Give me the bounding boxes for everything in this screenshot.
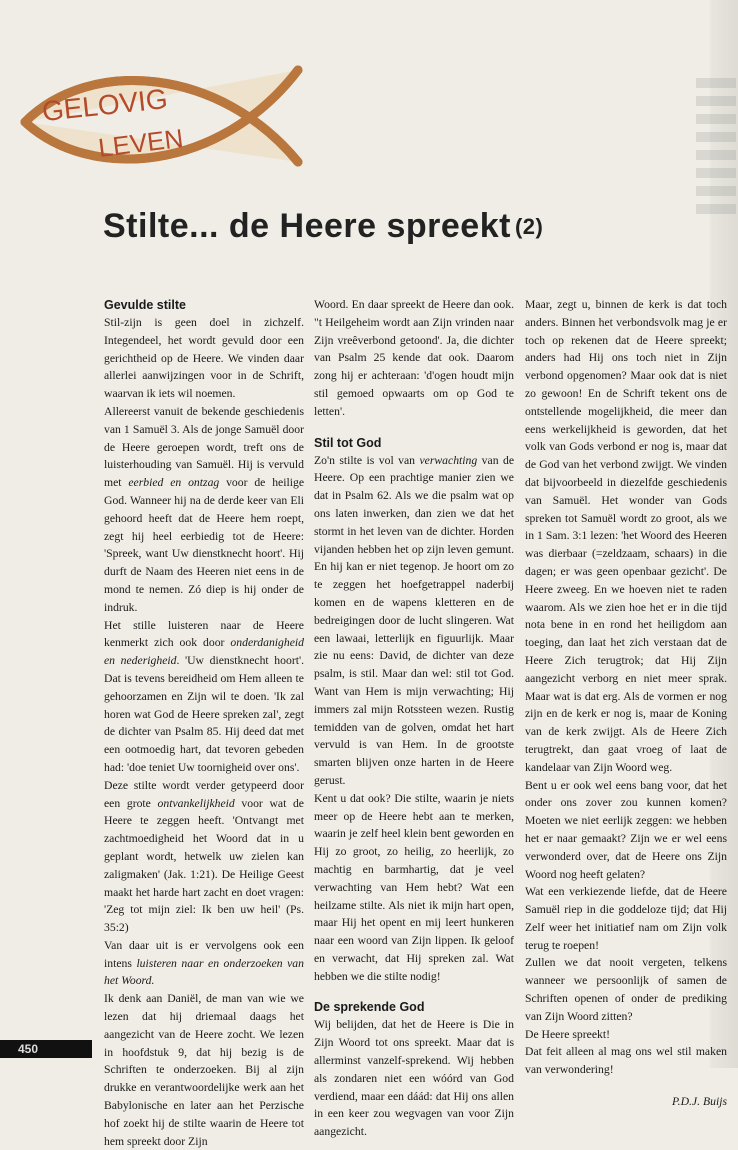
bleed-through-text [696,70,736,300]
logo-word-2: LEVEN [96,122,185,163]
title-number: (2) [514,214,544,239]
section-heading: Stil tot God [314,435,382,450]
page-number: 450 [0,1040,92,1058]
paragraph: Het stille luisteren naar de Heere kenmerkt zich ook door onderdanigheid en nederigheid. 'Uw dienstknecht hoort'. Dat is tevens bereidheid om Hem alleen te gehoorzamen en Zijn wil te doen. 'Ik zal horen wat God de Heere spreken zal', zegt de dichter van Psalm 85. Hij deed dat met een ootmoedig hart, dat tevoren gebeden had: 'doe teniet Uw toornigheid over ons'. [104,618,304,774]
text-column-3 [525,296,727,1111]
paragraph: Van daar uit is er vervolgens ook een intens luisteren naar en onderzoeken van het Woord. [104,938,304,988]
article-title [103,207,543,246]
paragraph: Kent u dat ook? Die stilte, waarin je niets meer op de Heere hebt aan te merken, waarin je zelf heel klein bent geworden en Hij zo groot, zo heilig, zo heerlijk, zo machtig en barmhartig, dat je veel verwachting van Hem hebt? Wat een heilzame stilte. Als niet ik mijn hart open, maar Hij het opent en mij leert hunkeren naar een woord van Zijn lippen. Ik geloof en verwacht, dat Hij spreken zal. Wat hebben we die stilte nodig! [314,791,514,983]
paragraph: Dat feit alleen al mag ons wel stil maken van verwondering! [525,1045,727,1077]
section-heading: De sprekende God [314,1000,425,1015]
paragraph: Zo'n stilte is vol van verwachting van de Heere. Op een prachtige manier zien we dat in Psalm 62. Als we die psalm wat op ons laten inwerken, dan zien we dat het stormt in het leven van de dichter. Horden vijanden hebben het op zijn leven gemunt. En hij kan er niet tegenop. Je hoort om zo te zeggen het hoefgetrappel naderbij komen en de wapens kletteren en de bedreigingen door de lucht slingeren. Wat een lawaai, letterlijk en figuurlijk. Maar zie nu eens: David, de dichter van deze psalm, is stil. Maar dan wel: stil tot God. Want van Hem is mijn verwachting; Hij immers zal mijn Rotssteen wezen. Rustig temidden van de golven, omdat het hart vervuld is van Hem. In de grootste smarten blijven onze harten in de Heere gerust. [314,453,515,787]
paragraph: Wat een verkiezende liefde, dat de Heere Samuël riep in die goddeloze tijd; dat Hij Zelf weer het initiatief nam om Zijn volk terug te roepen! [525,885,727,952]
paragraph: Wij belijden, dat het de Heere is Die in Zijn Woord tot ons spreekt. Maar dat is allerminst vanzelf-sprekend. Wij hebben als zondaren niet een wóórd van God verdiend, maar een dáád: dat Hij ons allen in een keer zou wegvagen van voor Zijn aangezicht. [314,1018,514,1139]
section-heading: Gevulde stilte [104,298,186,312]
author-signature: P.D.J. Buijs [672,1095,727,1109]
paragraph: Bent u er ook wel eens bang voor, dat het onder ons zover zou kunnen komen? Moeten we niet eerlijk zeggen: we hebben het er naar gemaakt? Zijn we er wel eens verwonderd over, dat de Heere ons Zijn Woord nog heeft gelaten? [525,778,727,881]
paragraph: De Heere spreekt! [525,1027,611,1041]
paragraph: Zullen we dat nooit vergeten, telkens wanneer we persoonlijk of samen de Schriften openen of onder de prediking van Zijn Woord zitten? [525,956,727,1023]
paragraph: Woord. En daar spreekt de Heere dan ook. "t Heilgeheim wordt aan Zijn vrinden naar Zijn vreêverbond getoond'. Ja, die dichter van Psalm 25 kende dat ook. Daarom zong hij er achteraan: 'd'ogen houdt mijn stil gemoed opwaarts om op God te letten'. [314,298,514,418]
text-column-1 [104,296,304,1150]
paragraph: Stil-zijn is geen doel in zichzelf. Integendeel, het wordt gevuld door een gerichtheid op de Heere. We vinden daar allerlei aanwijzingen voor in de Schrift, waarvan ik iets wil noemen. [104,316,304,401]
paragraph: Allereerst vanuit de bekende geschiedenis van 1 Samuël 3. Als de jonge Samuël door de Heere geroepen wordt, treft ons de luisterhouding van Samuël. Hij is vervuld met eerbied en ontzag voor de heilige God. Wanneer hij na de derde keer van Eli gehoord heeft dat de Heere hem roept, zegt hij heel eerbiedig tot de Heere: 'Spreek, want Uw dienstknecht hoort'. Hij durft de Naam des Heeren niet eens in de mond te nemen. Zó diep is hij onder de indruk. [104,404,305,614]
paragraph: Deze stilte wordt verder getypeerd door een grote ontvankelijkheid voor wat de Heere te zeggen heeft. 'Ontvangt met zachtmoedigheid het Woord dat in u geplant wordt, hetwelk uw zielen kan zaligmaken' (Jak. 1:21). De Heilige Geest maakt het harde hart zacht en doet vragen: 'Zeg tot mijn ziel: Ik ben uw heil' (Ps. 35:2) [104,778,304,935]
logo-word-1: GELOVIG [40,83,170,128]
paragraph: Maar, zegt u, binnen de kerk is dat toch anders. Binnen het verbondsvolk mag je er toch op rekenen dat de Heere spreekt; anders had Hij ons toch niet in Zijn verbond opgenomen? Maar ook dat is niet zo gewoon! En de Schrift tekent ons de ontstellende mogelijkheid, die meer dan eens werkelijkheid is geworden, dat het volk van Gods verbond er nog is, maar dat de God van het verbond zwijgt. We vinden dat bijvoorbeeld in diezelfde geschiedenis van Samuël. Het wonder van Gods spreken tot Samuël wordt zo groot, als we in 1 Sam. 3:1 lezen: 'het Woord des Heeren was dierbaar (=zeldzaam, schaars) in die dagen; er was geen openbaar gezicht'. De Heere zweeg. En we hoeven niet te raden waarom. Als we zien hoe het er in die tijd nota bene in en rond het heiligdom aan toeging, dan laat het zich verstaan dat de Heere Zich terugtrok; dat Hij Zijn aangezicht verborg en niet meer sprak. Maar wat is dat erg. Als de vormen er nog zijn en de kerk er nog is, maar de Koning van de kerk zwijgt. Als de Heere Zich terugtrekt, dan gaat vroeg of laat de kandelaar van Zijn Woord weg. [525,298,727,774]
text-column-2 [314,296,514,1141]
paragraph: Ik denk aan Daniël, de man van wie we lezen dat hij driemaal daags het aangezicht van de Heere zocht. We lezen in hoofdstuk 9, dat hij bezig is de Schriften te onderzoeken. Bij al zijn drukke en verantwoordelijke werk aan het Babylonische en later aan het Perzische hof zoekt hij de stilte waarin de Heere tot hem spreekt door Zijn [104,992,304,1148]
title-main: Stilte... de Heere spreekt [103,207,511,245]
fish-logo [20,62,320,172]
